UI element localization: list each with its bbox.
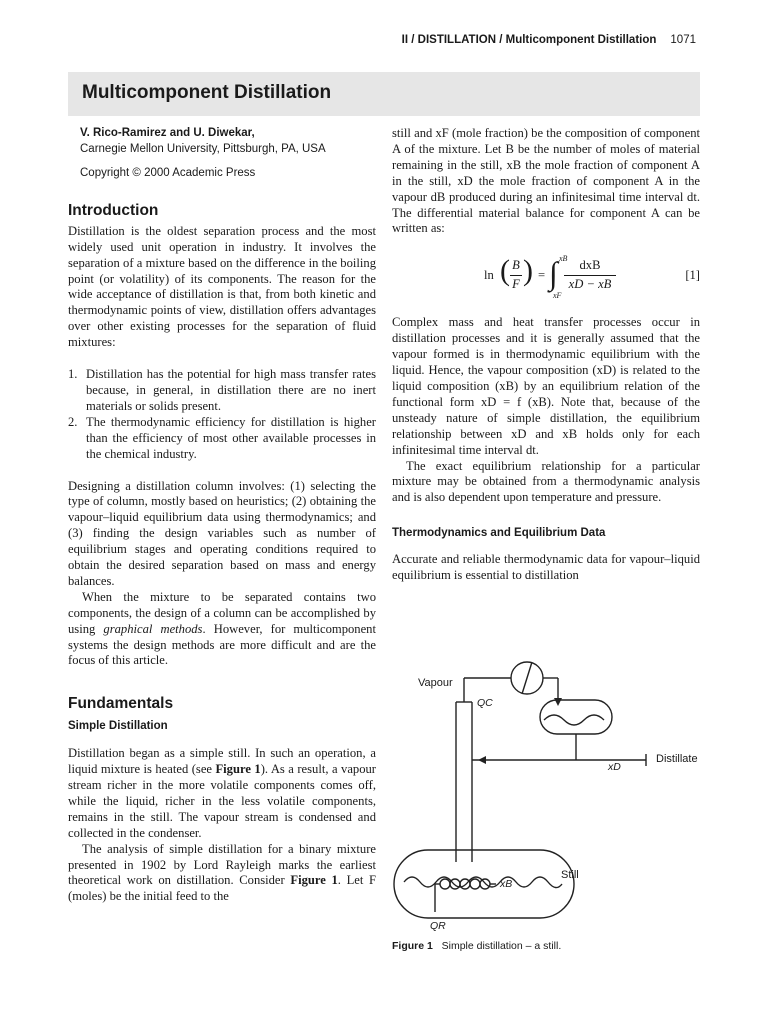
- introduction-heading: Introduction: [68, 201, 159, 219]
- condensate-arrow: [554, 698, 562, 706]
- eq-ln: ln: [484, 268, 494, 283]
- fund-p2-text-b: . Let F (moles) be the initial feed to the: [68, 873, 377, 904]
- intro-paragraph-2: Designing a distillation column involves: (1) selecting the type of column, mostly based on heuristics; (2) obtaining the vapour–liquid equilibrium data using thermodynamics; and (3) finding the design variables such as number of equilibrium stages and operating conditions required to obtain the desired separation based on mass and energy balances.: [68, 478, 376, 588]
- fundamentals-paragraph-1: [68, 746, 376, 841]
- page-number: 1071: [670, 34, 696, 46]
- label-xb: xB: [500, 878, 513, 890]
- label-still: Still: [561, 869, 579, 881]
- header-section-prefix: II: [401, 34, 409, 46]
- list-number: 1.: [68, 367, 78, 382]
- intro-p3-emphasis: graphical methods: [103, 621, 203, 636]
- figure-caption: [392, 940, 561, 952]
- eq-left-paren: (: [500, 254, 510, 288]
- list-item-text: Distillation has the potential for high mass transfer rates because, in general, in distillation there are no inert materials or solids present.: [86, 367, 376, 413]
- intro-paragraph-3: [68, 590, 376, 670]
- eq-number: [1]: [685, 268, 700, 283]
- eq-integrand-numerator: dxB: [579, 258, 601, 273]
- eq-integrand-denominator: xD − xB: [568, 277, 612, 292]
- fund-p2-text-a: The analysis of simple distillation for a binary mixture presented in 1902 by Lord Rayleigh marks the earliest theoretical work on distillation. Consider: [68, 841, 376, 888]
- eq-fraction-bar: [510, 275, 522, 276]
- eq-integrand-bar: [564, 275, 616, 276]
- intro-paragraph-1: Distillation is the oldest separation process and the most widely used unit operation in industry. It involves the separation of a mixture based on the difference in the boiling point (or volatility) of its components. The reason for the wide acceptance of distillation is that, from both kinetic and thermodynamic points of view, distillation offers advantages over other existing processes for the separation of fluid mixtures:: [68, 223, 376, 350]
- eq-equals: =: [538, 268, 546, 283]
- header-section: DISTILLATION: [417, 34, 497, 46]
- eq-right-paren: ): [523, 254, 533, 288]
- right-paragraph-1: still and xF (mole fraction) be the composition of component A of the mixture. Let B be the number of moles of material remaining in the still, xB the mole fraction of component A in the still, xD the mole fraction of component A in the vapour dB produced during an infinitesimal time interval dt. The differential material balance for component A can be written as:: [392, 126, 700, 236]
- receiver-liquid-wave: [544, 715, 604, 725]
- figure-reference: Figure 1: [290, 873, 338, 888]
- list-item-text: The thermodynamic efficiency for distillation is higher than the efficiency of most other available processes in the chemical industry.: [86, 414, 376, 461]
- fundamentals-heading: Fundamentals: [68, 695, 174, 713]
- fund-p1-text-b: ). As a result, a vapour stream richer in the more volatile components comes off, while the liquid, richer in the less volatile components, remains in the still. The vapour stream is condensed and collected in the condenser.: [68, 762, 376, 840]
- intro-p3-text-a: When the mixture to be separated contains two components, the design of a column can be accomplished by using: [68, 589, 376, 636]
- affiliation: Carnegie Mellon University, Pittsburgh, PA, USA: [80, 142, 326, 155]
- eq-numerator: B: [512, 258, 520, 273]
- thermodynamics-heading: Thermodynamics and Equilibrium Data: [392, 527, 606, 540]
- intro-p3-text-b: . However, for multicomponent systems the design methods are more difficult and are the focus of this article.: [68, 621, 376, 668]
- article-title: Multicomponent Distillation: [82, 82, 332, 103]
- still-liquid-wave: [404, 877, 562, 888]
- simple-distillation-heading: Simple Distillation: [68, 720, 168, 733]
- label-xd: xD: [608, 761, 621, 773]
- fund-p1-text-a: Distillation began as a simple still. In such an operation, a liquid mixture is heated (see: [68, 746, 376, 777]
- header-subsection: Multicomponent Distillation: [505, 34, 657, 46]
- right-paragraph-3: The exact equilibrium relationship for a particular mixture may be obtained from a thermodynamic analysis and is also dependent upon temperature and pressure.: [392, 458, 700, 505]
- label-vapour: Vapour: [418, 677, 453, 689]
- copyright: Copyright © 2000 Academic Press: [80, 167, 256, 179]
- equation-1: [392, 255, 700, 299]
- reflux-arrow: [478, 756, 486, 764]
- list-item: [68, 367, 376, 415]
- eq-upper-limit: xB: [559, 254, 568, 264]
- figure-caption-label: Figure 1: [392, 940, 433, 952]
- article-title-box: [68, 72, 700, 116]
- list-item: [68, 415, 376, 463]
- advantages-list: [68, 367, 376, 462]
- right-paragraph-2: Complex mass and heat transfer processes occur in distillation processes and it is generally assumed that the vapour formed is in thermodynamic equilibrium with the liquid. Hence, the vapour composition (xD) is related to the liquid composition (xB) by an equilibrium relation of the functional form xD = f (xB). Note that, because of the unsteady nature of simple distillation, the equilibrium relationship between xD and xB holds only for each infinitesimal time interval dt.: [392, 315, 700, 457]
- figure-reference: Figure 1: [215, 762, 261, 777]
- label-qr: QR: [430, 920, 446, 932]
- running-header: II / DISTILLATION / Multicomponent Distillation 1071: [401, 34, 696, 46]
- authors: V. Rico-Ramirez and U. Diwekar,: [80, 127, 255, 139]
- eq-lower-limit: xF: [553, 291, 562, 301]
- left-column: [68, 126, 376, 905]
- eq-integral: ∫: [549, 255, 558, 292]
- author-block: [80, 126, 376, 157]
- eq-denominator: F: [512, 277, 520, 292]
- label-qc: QC: [477, 697, 493, 709]
- fundamentals-paragraph-2: [68, 842, 376, 906]
- right-column: [392, 126, 700, 584]
- figure-caption-text: Simple distillation – a still.: [441, 940, 562, 952]
- list-number: 2.: [68, 414, 78, 429]
- right-paragraph-4: Accurate and reliable thermodynamic data for vapour–liquid equilibrium is essential to distillation: [392, 552, 700, 583]
- label-distillate: Distillate: [656, 753, 698, 765]
